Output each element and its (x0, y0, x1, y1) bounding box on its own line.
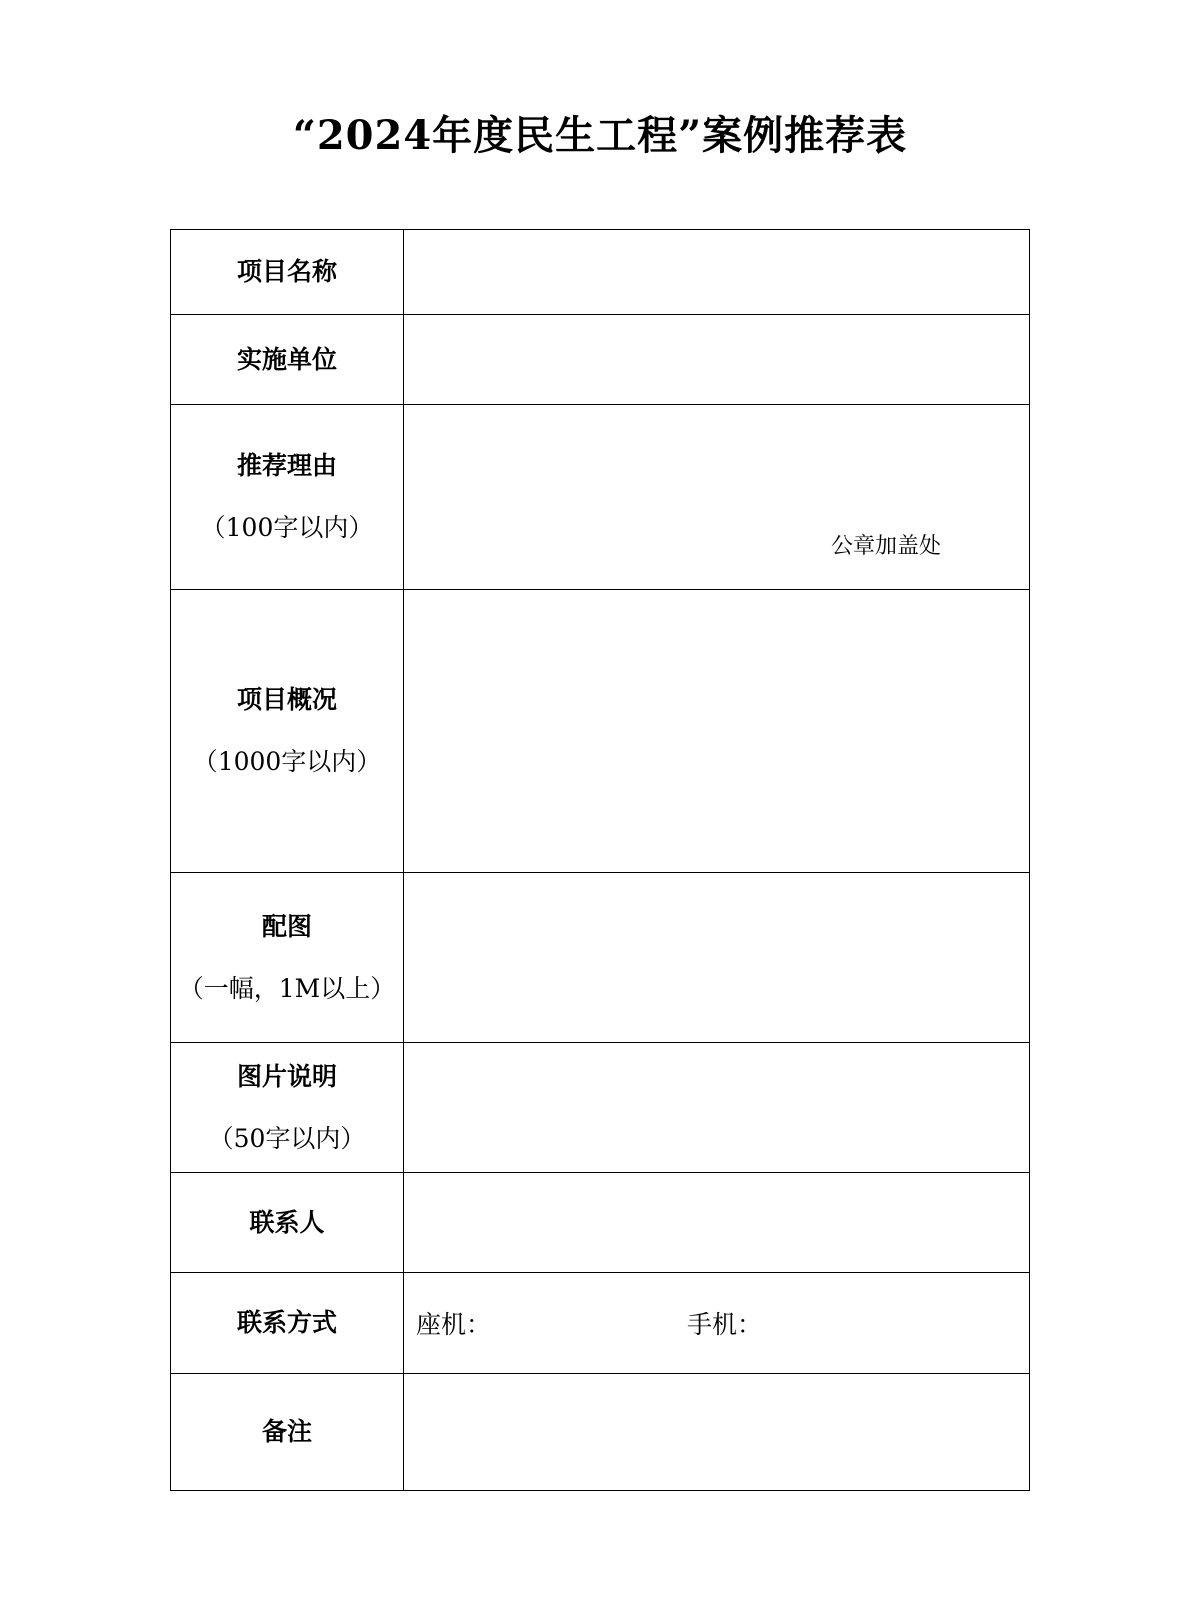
row-project-name (171, 230, 1030, 315)
contact-person-field[interactable] (404, 1173, 1030, 1273)
recommendation-reason-note: （100字以内） (200, 513, 374, 542)
row-remarks (171, 1374, 1030, 1491)
stamp-placeholder: 公章加盖处 (831, 534, 942, 559)
illustration-note: （一幅，1M以上） (178, 973, 396, 1003)
row-illustration (171, 873, 1030, 1043)
implementing-unit-field[interactable] (404, 315, 1030, 405)
label-cell-contact-person (171, 1173, 404, 1273)
landline-label: 座机： (416, 1310, 492, 1339)
contact-method-label: 联系方式 (236, 1308, 337, 1337)
document-title: “2024年度民生工程”案例推荐表 (292, 112, 908, 159)
row-image-caption (171, 1043, 1030, 1173)
label-cell-illustration (171, 873, 404, 1043)
illustration-label: 配图 (261, 911, 312, 941)
label-cell-contact-method (171, 1273, 404, 1374)
recommendation-form-table (170, 229, 1030, 1491)
label-cell-remarks (171, 1374, 404, 1491)
image-caption-label: 图片说明 (236, 1061, 337, 1091)
row-project-overview (171, 590, 1030, 873)
remarks-field[interactable] (404, 1374, 1030, 1491)
recommendation-reason-field[interactable] (404, 405, 1030, 590)
label-cell-project-overview (171, 590, 404, 873)
row-contact-method (171, 1273, 1030, 1374)
row-contact-person (171, 1173, 1030, 1273)
mobile-label: 手机： (687, 1310, 763, 1339)
image-caption-note: （50字以内） (208, 1123, 366, 1153)
label-cell-project-name (171, 230, 404, 315)
project-overview-field[interactable] (404, 590, 1030, 873)
label-cell-implementing-unit (171, 315, 404, 405)
row-implementing-unit (171, 315, 1030, 405)
project-overview-label: 项目概况 (236, 685, 337, 714)
image-caption-field[interactable] (404, 1043, 1030, 1173)
remarks-label: 备注 (261, 1417, 312, 1446)
contact-method-field[interactable] (404, 1273, 1030, 1374)
label-cell-recommendation-reason (171, 405, 404, 590)
row-recommendation-reason (171, 405, 1030, 590)
project-overview-note: （1000字以内） (192, 747, 382, 776)
project-name-field[interactable] (404, 230, 1030, 315)
implementing-unit-label: 实施单位 (236, 344, 337, 374)
illustration-field[interactable] (404, 873, 1030, 1043)
label-cell-image-caption (171, 1043, 404, 1173)
recommendation-reason-label: 推荐理由 (236, 451, 337, 480)
contact-person-label: 联系人 (249, 1207, 325, 1237)
project-name-label: 项目名称 (236, 257, 337, 286)
